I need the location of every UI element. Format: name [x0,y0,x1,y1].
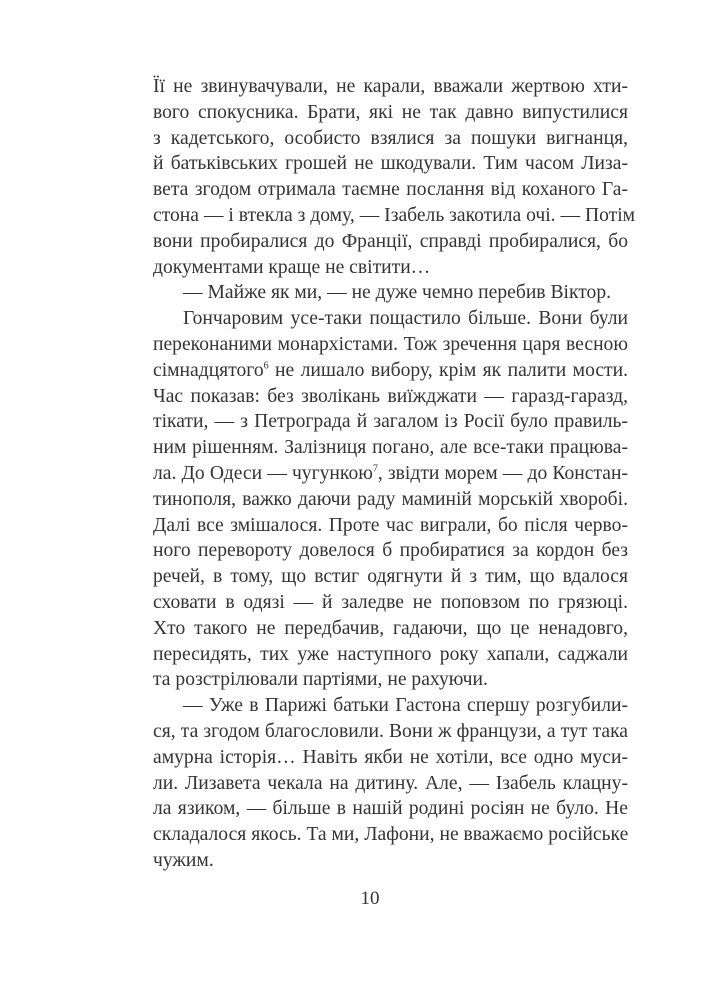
text-line: та розстрілювали партіями, не рахуючи. [153,669,488,691]
body-text [153,74,636,874]
text-segment: , звідти морем — до Констан- [377,462,628,484]
text-line: тинополя, важко даючи раду маминій морській хворобі. [153,488,628,510]
text-line: ного перевороту довелося б пробиратися за кордон без [153,540,628,562]
footnote-marker[interactable]: 7 [372,463,378,475]
text-line: тікати, — з Петрограда й загалом із Росії було правиль- [153,411,628,433]
text-line: ла язиком, — більше в нашій родині росіян не було. Не [153,798,628,820]
text-line: вета згодом отримала таємне послання від коханого Га- [153,179,628,201]
page-number: 10 [360,888,380,909]
text-line: й батьківських грошей не шкодували. Тим часом Лиза- [153,153,628,175]
text-line: Далі все змішалося. Проте час виграли, бо після черво- [153,514,628,536]
text-line: Її не звинувачували, не карали, вважали жертвою хти- [153,76,628,97]
text-line: Гончаровим усе-таки пощастило більше. Вони були [183,308,628,330]
text-segment: сімнадцятого [153,359,264,381]
text-line: чужим. [153,849,214,871]
text-line: ся, та згодом благословили. Вони ж французи, а тут така [153,720,628,742]
text-line: стона — і втекла з дому, — Ізабель закотила очі. — Потім [153,204,636,226]
text-line: пересидять, тих уже наступного року хапали, саджали [153,643,628,665]
text-line: ли. Лизавета чекала на дитину. Але, — Ізабель клацну- [153,772,628,794]
text-line: — Майже як ми, — не дуже чемно перебив Віктор. [183,282,612,304]
text-line: вони пробиралися до Франції, справді пробиралися, бо [153,230,628,252]
footnote-marker[interactable]: 6 [263,360,269,372]
text-line: переконаними монархістами. Тож зречення царя весною [153,333,628,355]
text-line: Час показав: без зволікань виїжджати — гаразд-гаразд, [153,385,628,407]
text-line: складалося якось. Та ми, Лафони, не вважаємо російське [153,824,629,846]
text-line: речей, в тому, що встиг одягнути й з тим, що вдалося [153,566,628,588]
text-line: сховати в одязі — й заледве не поповзом по грязюці. [153,591,628,613]
text-line [153,461,628,487]
text-line: з кадетського, особисто взялися за пошуки вигнанця, [153,127,628,149]
text-segment: не лишало вибору, крім як палити мости. [268,359,628,381]
text-line: документами краще не світити… [153,256,431,278]
text-line: ним рішенням. Залізниця погано, але все-таки працюва- [153,437,628,459]
text-line: Хто такого не передбачив, гадаючи, що це ненадовго, [153,617,628,639]
text-segment: ла. До Одеси — чугункою [153,462,373,484]
text-line: вого спокусника. Брати, які не так давно випустилися [153,101,628,123]
text-line: — Уже в Парижі батьки Гастона спершу розгубили- [183,695,628,717]
text-line: амурна історія… Навіть якби не хотіли, все одно муси- [153,746,628,768]
text-line [153,358,628,384]
